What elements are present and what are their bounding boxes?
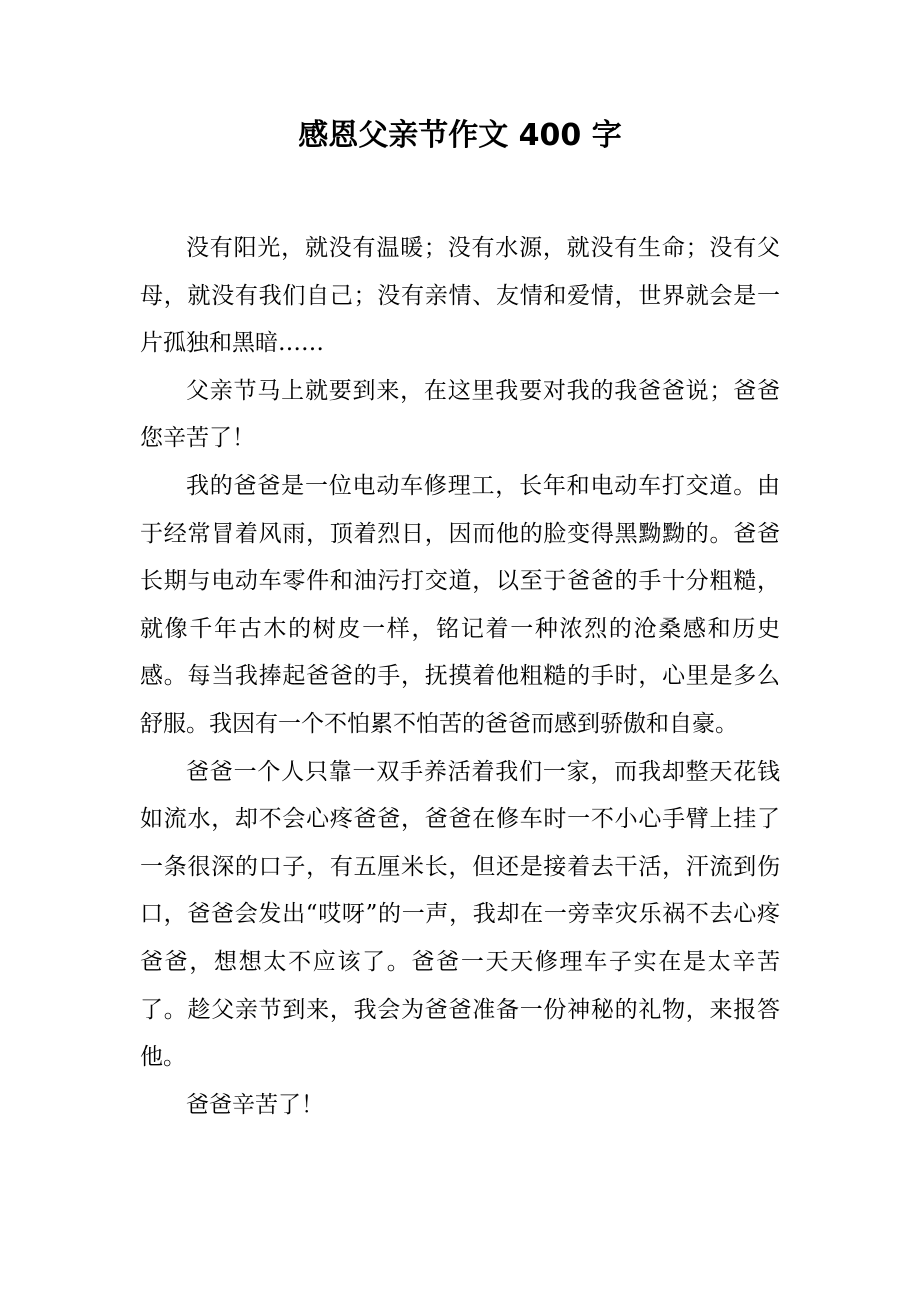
paragraph-father-work: 我的爸爸是一位电动车修理工，长年和电动车打交道。由于经常冒着风雨，顶着烈日，因而他的脸变得黑黝黝的。爸爸长期与电动车零件和油污打交道，以至于爸爸的手十分粗糙，就像千年古木的树皮一样，铭记着一种浓烈的沧桑感和历史感。每当我捧起爸爸的手，抚摸着他粗糙的手时，心里是多么舒服。我因有一个不怕累不怕苦的爸爸而感到骄傲和自豪。	[140, 472, 780, 737]
paragraph-fathers-day: 父亲节马上就要到来，在这里我要对我的我爸爸说；爸爸您辛苦了！	[140, 377, 780, 452]
document-title: 感恩父亲节作文 400 字	[298, 118, 622, 153]
paragraph-father-sacrifice: 爸爸一个人只靠一双手养活着我们一家，而我却整天花钱如流水，却不会心疼爸爸，爸爸在修车时一不小心手臂上挂了一条很深的口子，有五厘米长，但还是接着去干活，汗流到伤口，爸爸会发出“哎呀”的一声，我却在一旁幸灾乐祸不去心疼爸爸，想想太不应该了。爸爸一天天修理车子实在是太辛苦了。趁父亲节到来，我会为爸爸准备一份神秘的礼物，来报答他。	[140, 758, 780, 1071]
document-body	[140, 225, 780, 1129]
paragraph-closing: 爸爸辛苦了！	[186, 1091, 324, 1118]
paragraph-intro: 没有阳光，就没有温暖；没有水源，就没有生命；没有父母，就没有我们自己；没有亲情、友情和爱情，世界就会是一片孤独和黑暗……	[140, 235, 780, 357]
